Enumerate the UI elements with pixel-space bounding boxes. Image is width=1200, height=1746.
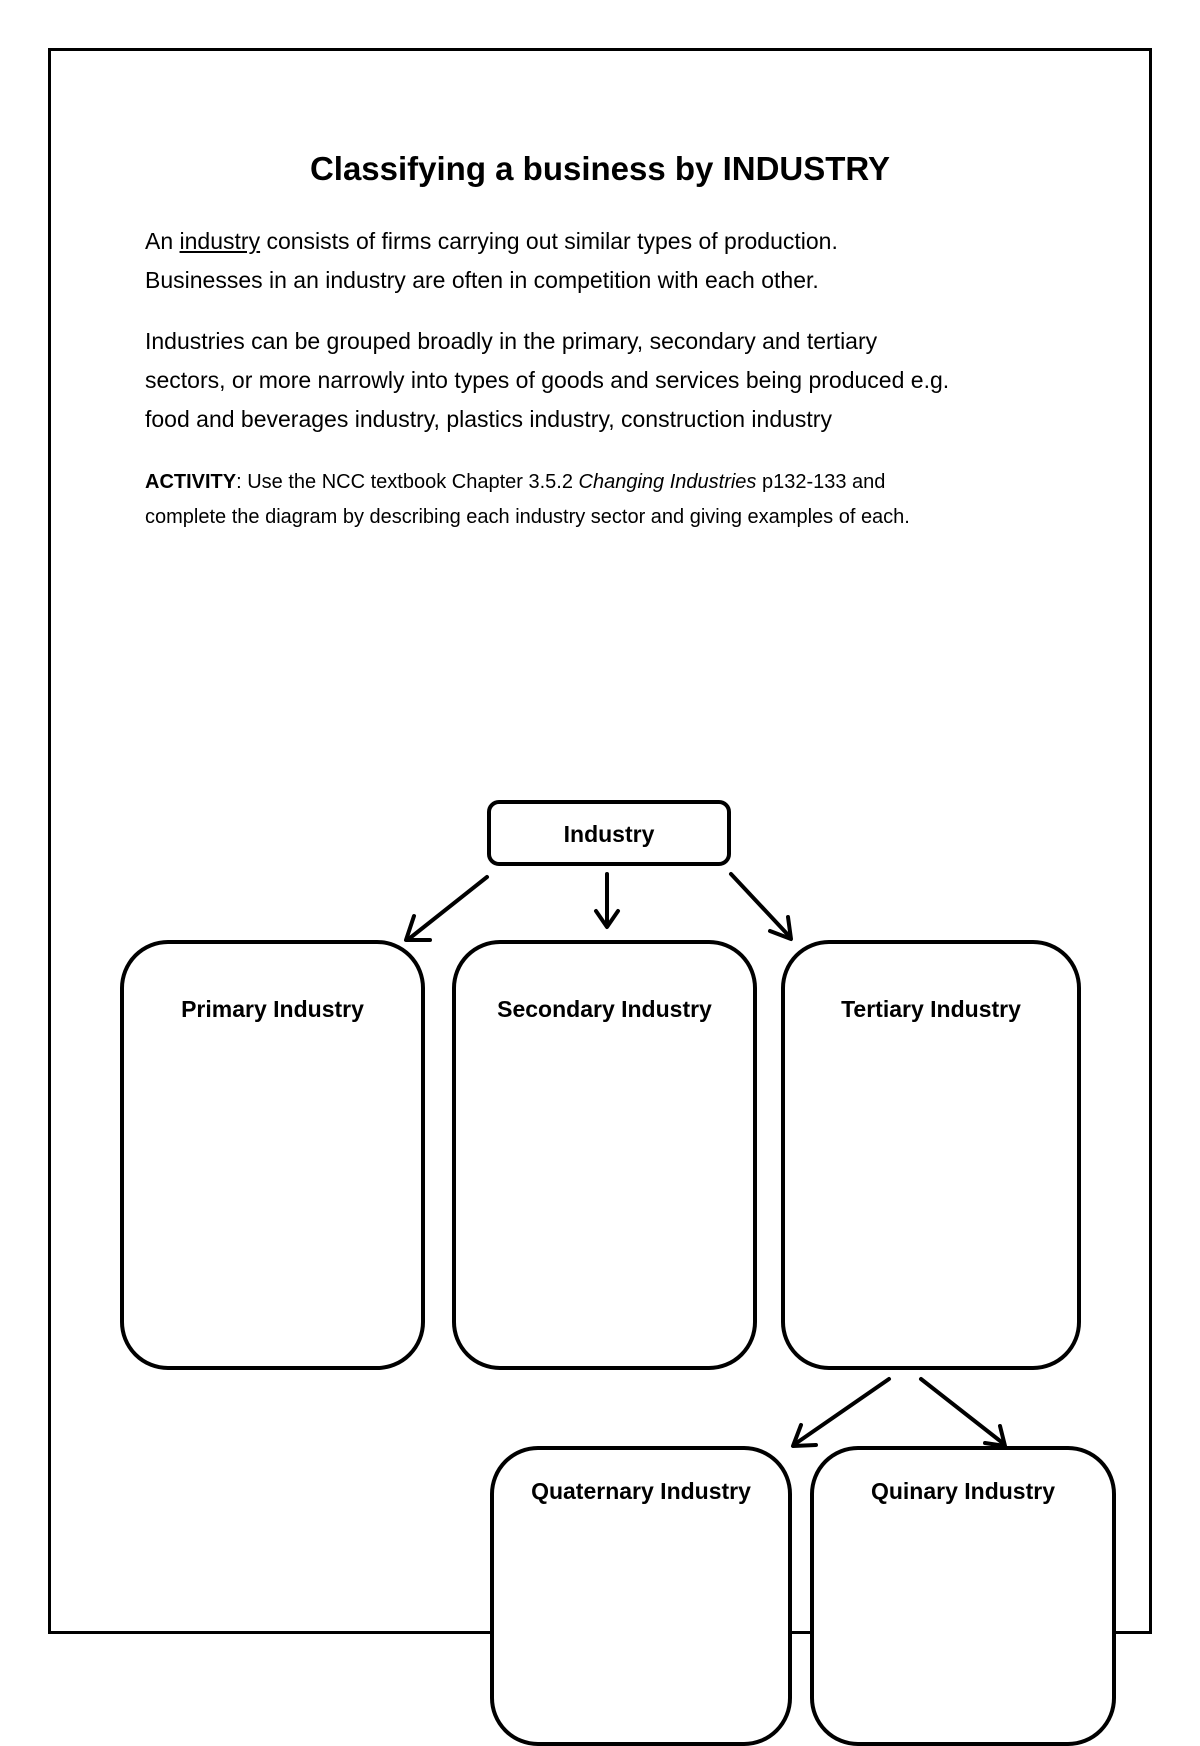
primary-industry-label: Primary Industry: [181, 996, 364, 1022]
activity-line2: complete the diagram by describing each industry sector and giving examples of each.: [145, 506, 910, 528]
industry-root-label: Industry: [563, 821, 655, 847]
secondary-industry-label: Secondary Industry: [497, 996, 712, 1022]
arrow-to-quinary: [921, 1379, 1005, 1446]
intro-p2-line1: Industries can be grouped broadly in the primary, secondary and tertiary: [145, 328, 878, 354]
intro-p1-line2: Businesses in an industry are often in competition with each other.: [145, 267, 819, 293]
intro-p1-rest: consists of firms carrying out similar types of production.: [260, 228, 838, 254]
activity-text-a: : Use the NCC textbook Chapter 3.5.2: [236, 471, 579, 493]
activity-label: ACTIVITY: [145, 471, 237, 493]
activity-book-title: Changing Industries: [578, 471, 757, 493]
primary-industry-box: [120, 940, 425, 1370]
secondary-industry-box: [452, 940, 757, 1370]
quaternary-industry-label: Quaternary Industry: [531, 1478, 751, 1504]
quaternary-industry-box: [490, 1446, 792, 1746]
quinary-industry-box: [810, 1446, 1116, 1746]
arrow-to-secondary: [596, 874, 618, 927]
page-title: Classifying a business by INDUSTRY: [309, 150, 891, 187]
arrow-to-primary: [406, 877, 487, 940]
intro-p2-line3: food and beverages industry, plastics industry, construction industry: [145, 406, 832, 432]
arrow-to-quaternary: [793, 1379, 889, 1446]
quinary-industry-label: Quinary Industry: [870, 1478, 1056, 1504]
intro-p2-line2: sectors, or more narrowly into types of goods and services being produced e.g.: [145, 367, 950, 393]
activity-text-b: p132-133 and: [756, 471, 886, 493]
industry-root-box: [487, 800, 731, 866]
intro-p1-prefix: An: [145, 228, 180, 254]
arrow-to-tertiary: [731, 874, 791, 939]
tertiary-industry-box: [781, 940, 1081, 1370]
tertiary-industry-label: Tertiary Industry: [841, 996, 1021, 1022]
intro-p1-term: industry: [179, 228, 261, 254]
